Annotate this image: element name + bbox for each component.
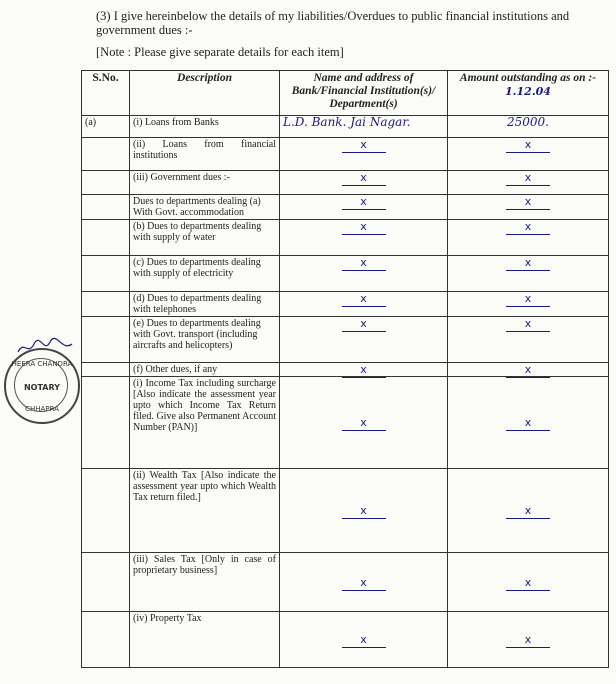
header-sno: S.No.: [82, 71, 130, 116]
cross-mark: x: [451, 172, 605, 183]
row-description: (i) Income Tax including surcharge [Also indicate the assessment year upto which Income Tax Return filed. Give also Permanent Account Number (PAN)]: [130, 377, 280, 469]
cross-mark: x: [283, 318, 444, 329]
cross-mark: x: [451, 139, 605, 150]
row-description: Dues to departments dealing (a) With Govt. accommodation: [130, 195, 280, 220]
cross-mark: x: [283, 634, 444, 645]
table-row: [82, 363, 609, 377]
table-row: [82, 469, 609, 553]
cross-mark: x: [283, 172, 444, 183]
cross-mark: x: [283, 257, 444, 268]
table-row: [82, 195, 609, 220]
cross-mark: x: [283, 196, 444, 207]
stamp-bottom-text: CHHAPRA: [25, 405, 59, 413]
note-text: [Note : Please give separate details for each item]: [96, 45, 344, 59]
table-row: [82, 171, 609, 195]
row-description: (c) Dues to departments dealing with supply of electricity: [130, 256, 280, 292]
cross-mark: x: [451, 417, 605, 428]
cross-mark: x: [451, 577, 605, 588]
table-header-row: [82, 71, 609, 116]
cross-mark: x: [451, 634, 605, 645]
handwritten-bank-name: L.D. Bank. Jai Nagar.: [283, 115, 411, 129]
row-description: (iii) Sales Tax [Only in case of proprietary business]: [130, 553, 280, 612]
header-amount: [448, 71, 609, 116]
cross-mark: x: [451, 293, 605, 304]
table-row: [82, 138, 609, 171]
liabilities-table: [81, 70, 609, 668]
table-row: [82, 292, 609, 317]
cross-mark: x: [283, 139, 444, 150]
cross-mark: x: [283, 293, 444, 304]
row-description: (iv) Property Tax: [130, 612, 280, 668]
cross-mark: x: [451, 221, 605, 232]
table-row: [82, 116, 609, 138]
row-amount: [448, 116, 609, 138]
cross-mark: x: [451, 196, 605, 207]
cross-mark: x: [283, 364, 444, 375]
row-description: (i) Loans from Banks: [130, 116, 280, 138]
table-row: [82, 317, 609, 363]
table-row: [82, 377, 609, 469]
row-description: (d) Dues to departments dealing with telephones: [130, 292, 280, 317]
cross-mark: x: [283, 505, 444, 516]
cross-mark: x: [283, 221, 444, 232]
row-description: (ii) Loans from financial institutions: [130, 138, 280, 171]
cross-mark: x: [283, 417, 444, 428]
header-amount-label: Amount outstanding as on :-: [459, 72, 597, 84]
table-row: [82, 612, 609, 668]
stamp-top-text: HEERA CHANDRA: [11, 360, 73, 368]
row-description: (iii) Government dues :-: [130, 171, 280, 195]
cross-mark: x: [451, 505, 605, 516]
row-description: (e) Dues to departments dealing with Govt. transport (including aircrafts and helicopters): [130, 317, 280, 363]
section-label: (a): [82, 116, 130, 138]
handwritten-amount: 25000.: [507, 115, 549, 129]
row-description: (ii) Wealth Tax [Also indicate the assessment year upto which Wealth Tax return filed.]: [130, 469, 280, 553]
row-name: [280, 116, 448, 138]
table-row: [82, 256, 609, 292]
table-row: [82, 553, 609, 612]
cross-mark: x: [451, 257, 605, 268]
header-description: Description: [130, 71, 280, 116]
table-row: [82, 220, 609, 256]
cross-mark: x: [283, 577, 444, 588]
header-amount-date: 1.12.04: [505, 85, 551, 98]
cross-mark: x: [451, 364, 605, 375]
notary-stamp: [4, 348, 80, 424]
header-name-address: Name and address of Bank/Financial Institution(s)/ Department(s): [280, 71, 448, 116]
cross-mark: x: [451, 318, 605, 329]
row-description: (b) Dues to departments dealing with supply of water: [130, 220, 280, 256]
row-description: (f) Other dues, if any: [130, 363, 280, 377]
intro-text: (3) I give hereinbelow the details of my liabilities/Overdues to public financial institutions and government dues :-: [96, 9, 570, 37]
stamp-middle-text: NOTARY: [23, 383, 61, 392]
